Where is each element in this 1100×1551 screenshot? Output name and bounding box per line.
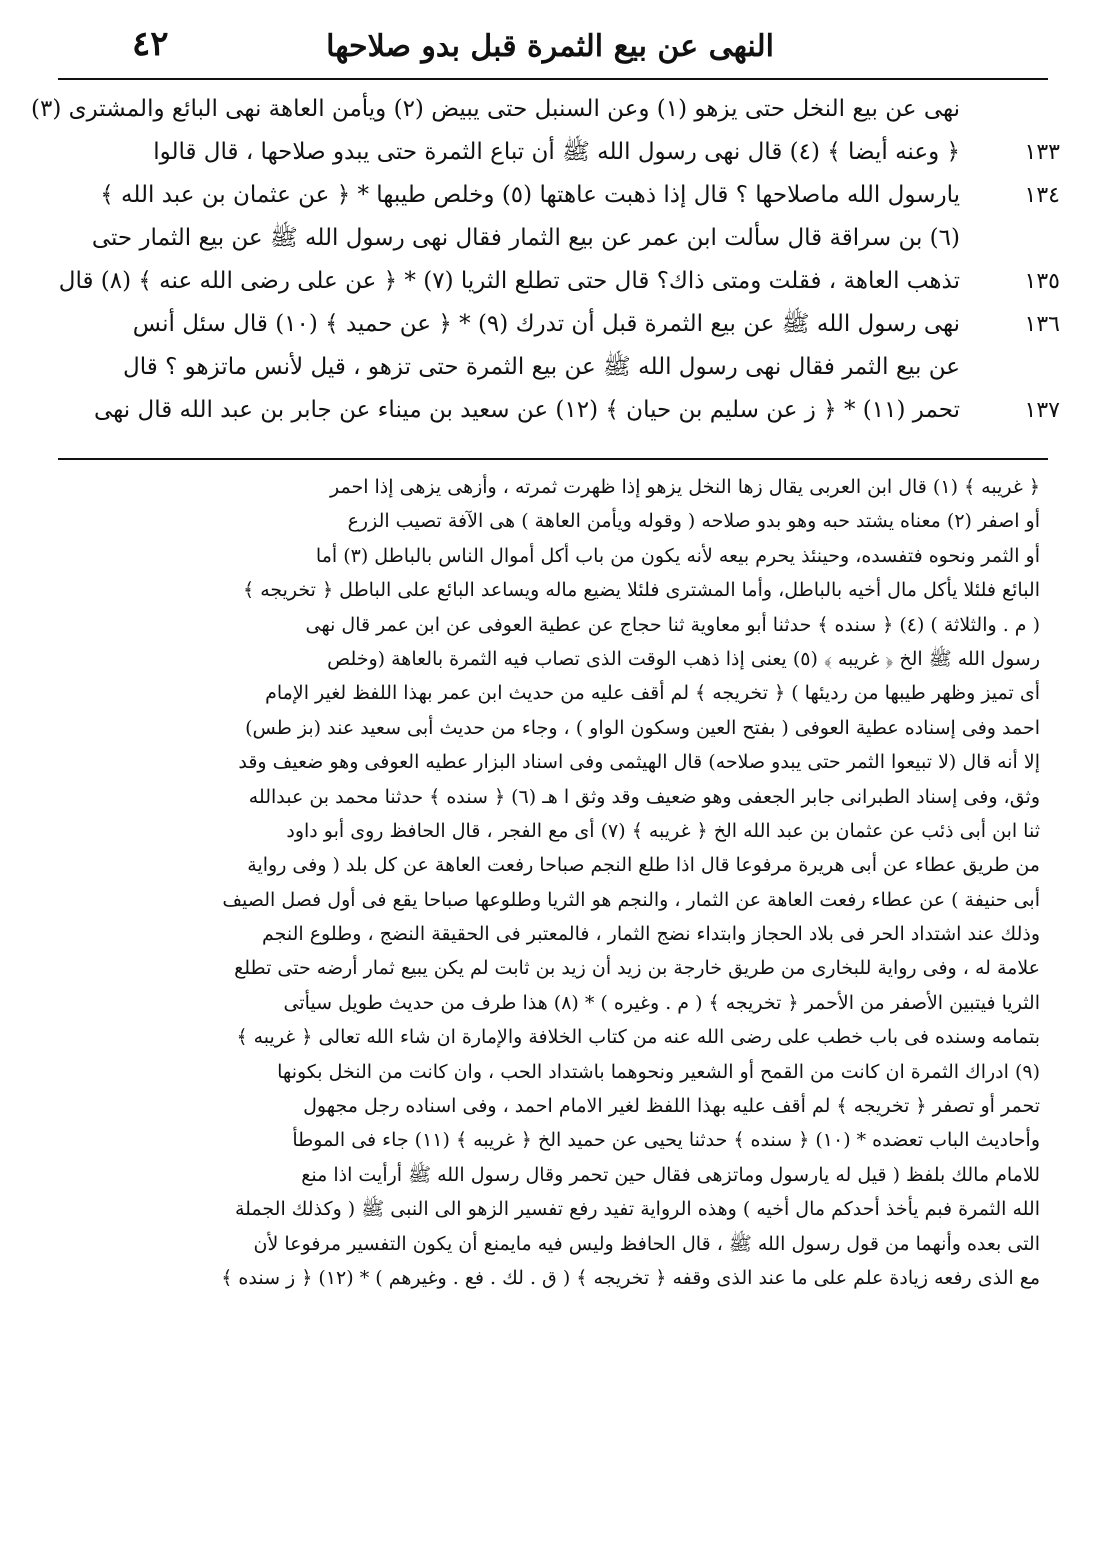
footnote-line: أو اصفر (٢) معناه يشتد حبه وهو بدو صلاحه ( وقوله ويأمن العاهة ) هى الآفة تصيب الزرع xyxy=(347,510,1040,533)
main-text-line: تحمر (١١) * ﴿ ز عن سليم بن حيان ﴾ (١٢) عن سعيد بن ميناء عن جابر بن عبد الله قال نهى xyxy=(94,397,960,423)
footnote-line: البائع فلئلا يأكل مال أخيه بالباطل، وأما المشترى فلئلا يضيع ماله ويساعد البائع على الباطل ﴿ تخريجه ﴾ xyxy=(243,579,1040,602)
main-text-line: نهى رسول الله ﷺ عن بيع الثمرة قبل أن تدرك (٩) * ﴿ عن حميد ﴾ (١٠) قال سئل أنس xyxy=(132,311,960,337)
hadith-number xyxy=(960,88,1060,131)
footnote-line: أو الثمر ونحوه فتفسده، وحينئذ يحرم بيعه لأنه يكون من باب أكل أموال الناس بالباطل (٣) أما xyxy=(315,544,1040,567)
main-text-line: يارسول الله ماصلاحها ؟ قال إذا ذهبت عاهتها (٥) وخلص طيبها * ﴿ عن عثمان بن عبد الله ﴾ xyxy=(100,182,960,208)
footnote-line: أى تميز وظهر طيبها من رديئها ) ﴿ تخريجه ﴾ لم أقف عليه من حديث ابن عمر بهذا اللفظ لغير الإمام xyxy=(265,682,1040,705)
page-number: ٤٢ xyxy=(132,24,169,64)
main-text xyxy=(30,88,960,432)
footnote-line: تحمر أو تصفر ﴿ تخريجه ﴾ لم أقف عليه بهذا اللفظ لغير الامام احمد ، وفى اسناده رجل مجهول xyxy=(303,1095,1040,1118)
footnote-divider xyxy=(58,458,1048,460)
main-text-line: ﴿ وعنه أيضا ﴾ (٤) قال نهى رسول الله ﷺ أن تباع الثمرة حتى يبدو صلاحها ، قال قالوا xyxy=(153,139,960,165)
page-title: النهى عن بيع الثمرة قبل بدو صلاحها xyxy=(326,28,774,64)
hadith-number: ١٣٣ xyxy=(1024,140,1060,165)
hadith-number: ١٣٧ xyxy=(1024,398,1060,423)
hadith-number: ١٣٦ xyxy=(1024,312,1060,337)
footnote-line: الله الثمرة فبم يأخذ أحدكم مال أخيه ) وهذه الرواية تفيد رفع تفسير الزهو الى النبى ﷺ ( وكذلك الجملة xyxy=(234,1198,1040,1221)
main-text-line: نهى عن بيع النخل حتى يزهو (١) وعن السنبل حتى يبيض (٢) ويأمن العاهة نهى البائع والمشترى (٣) xyxy=(30,96,960,122)
footnote-line: رسول الله ﷺ الخ ﴿ غريبه ﴾ (٥) يعنى إذا ذهب الوقت الذى تصاب فيه الثمرة بالعاهة (وخلص xyxy=(327,647,1040,670)
footnote-line: احمد وفى إسناده عطية العوفى ( بفتح العين وسكون الواو ) ، وجاء من حديث أبى سعيد عند (بز طس) xyxy=(245,716,1040,739)
footnote-line: بتمامه وسنده فى باب خطب على رضى الله عنه من كتاب الخلافة والإمارة ان شاء الله تعالى ﴿ غريبه ﴾ xyxy=(236,1026,1040,1049)
page-header xyxy=(60,18,1040,74)
hadith-number: ١٣٤ xyxy=(1024,183,1060,208)
footnote-line: ﴿ غريبه ﴾ (١) قال ابن العربى يقال زها النخل يزهو إذا ظهرت ثمرته ، وأزهى يزهى إذا احمر xyxy=(329,476,1040,498)
footnote-line: وذلك عند اشتداد الحر فى بلاد الحجاز وابتداء نضج الثمار ، فالمعتبر فى الحقيقة النضج ، وطلوع النجم xyxy=(261,923,1040,946)
main-text-line: (٦) بن سراقة قال سألت ابن عمر عن بيع الثمار فقال نهى رسول الله ﷺ عن بيع الثمار حتى xyxy=(91,225,960,251)
footnote-line: (٩) ادراك الثمرة ان كانت من القمح أو الشعير ونحوهما باشتداد الحب ، وان كانت من النخل بكونها xyxy=(277,1060,1040,1083)
hadith-number xyxy=(960,217,1060,260)
footnote-line: الثريا فيتبين الأصفر من الأحمر ﴿ تخريجه ﴾ ( م . وغيره ) * (٨) هذا طرف من حديث طويل سيأتى xyxy=(283,991,1040,1014)
footnote-line: علامة له ، وفى رواية للبخارى من طريق خارجة بن زيد أن زيد بن ثابت لم يكن يبيع ثمار أرضه حتى تطلع xyxy=(234,957,1040,980)
footnote-line: من طريق عطاء عن أبى هريرة مرفوعا قال اذا طلع النجم صباحا رفعت العاهة عن كل بلد ( وفى رواية xyxy=(247,854,1040,877)
footnote-line: ثنا ابن أبى ذئب عن عثمان بن عبد الله الخ ﴿ غريبه ﴾ (٧) أى مع الفجر ، قال الحافظ روى أبو داود xyxy=(286,819,1040,842)
main-text-line: تذهب العاهة ، فقلت ومتى ذاك؟ قال حتى تطلع الثريا (٧) * ﴿ عن على رضى الله عنه ﴾ (٨) قال xyxy=(58,268,960,294)
footnote-line: إلا أنه قال (لا تبيعوا الثمر حتى يبدو صلاحه) قال الهيثمى وفى اسناد البزار عطيه العوفى وهو ضعيف وقد xyxy=(238,751,1040,774)
footnote-line: ( م . والثلاثة ) (٤) ﴿ سنده ﴾ حدثنا أبو معاوية ثنا حجاج عن عطية العوفى عن ابن عمر قال نهى xyxy=(305,613,1040,636)
hadith-number xyxy=(960,346,1060,389)
footnotes xyxy=(64,470,1040,1295)
footnote-line: وأحاديث الباب تعضده * (١٠) ﴿ سنده ﴾ حدثنا يحيى عن حميد الخ ﴿ غريبه ﴾ (١١) جاء فى الموطأ xyxy=(292,1129,1040,1152)
footnote-line: التى بعده وأنهما من قول رسول الله ﷺ ، قال الحافظ وليس فيه مايمنع أن يكون التفسير مرفوعا لأن xyxy=(253,1232,1040,1255)
hadith-number: ١٣٥ xyxy=(1024,269,1060,294)
hadith-number-column xyxy=(960,88,1060,432)
footnote-line: وثق، وفى إسناد الطبرانى جابر الجعفى وهو ضعيف وقد وثق ا هـ (٦) ﴿ سنده ﴾ حدثنا محمد بن عبدالله xyxy=(248,785,1040,808)
footnote-line: للامام مالك بلفظ ( قيل له يارسول وماتزهى فقال حين تحمر وقال رسول الله ﷺ أرأيت اذا منع xyxy=(301,1163,1040,1186)
footnote-line: مع الذى رفعه زيادة علم على ما عند الذى وقفه ﴿ تخريجه ﴾ ( ق . لك . فع . وغيرهم ) * (١٢) ﴿ ز سنده ﴾ xyxy=(221,1266,1040,1289)
main-text-line: عن بيع الثمر فقال نهى رسول الله ﷺ عن بيع الثمرة حتى تزهو ، قيل لأنس ماتزهو ؟ قال xyxy=(123,354,960,380)
footnote-line: أبى حنيفة ) عن عطاء رفعت العاهة عن الثمار ، والنجم هو الثريا وطلوعها صباحا يقع فى أول فصل الصيف xyxy=(222,888,1040,911)
header-divider xyxy=(58,78,1048,80)
